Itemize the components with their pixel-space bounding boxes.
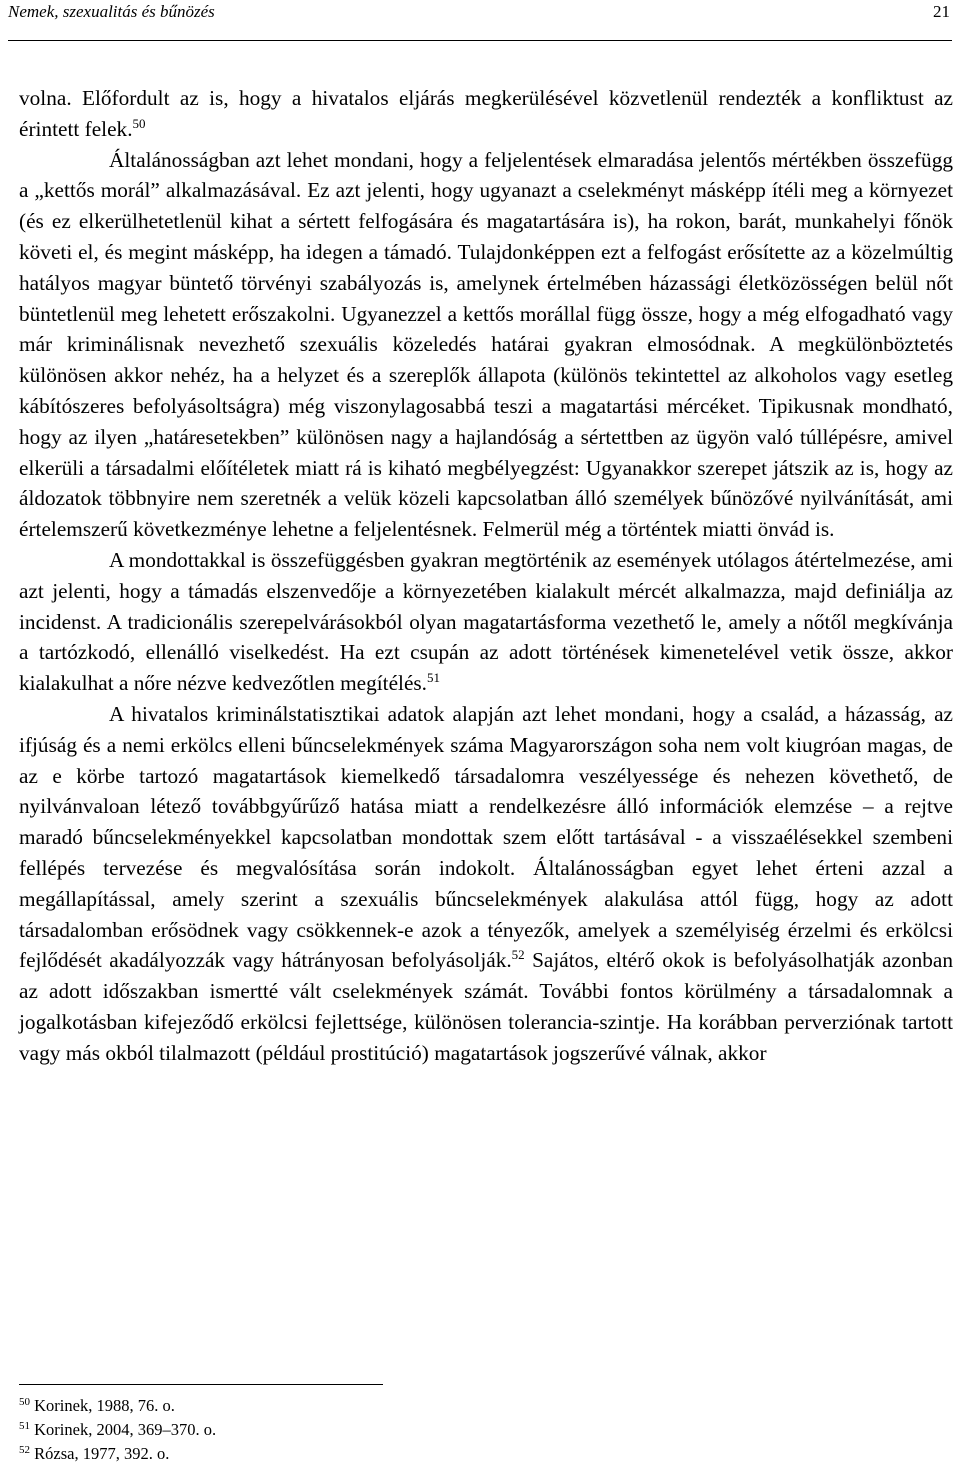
running-header bbox=[8, 0, 952, 41]
paragraph-text: A hivatalos kriminálstatisztikai adatok alapján azt lehet mondani, hogy a család, a házasság, az ifjúság és a nemi erkölcs elleni bűncselekmények száma Magyarországon soha nem volt kiugróan magas, de az e körbe tartozó magatartások kiemelkedő társadalomra veszélyessége és nehezen követhető, de nyilvánvaloan létező továbbgyűrűző hatása miatt a rendelkezésre álló információk elemzése – a rejtve maradó bűncselekményekkel kapcsolatban mondottak szem előtt tartásával - a visszaélésekkel szembeni fellépés tervezése és megvalósítása során indokolt. Általánosságban egyet lehet érteni azzal a megállapítással, amely szerint a szexuális bűncselekmények alakulása attól függ, hogy az adott társadalomban erősödnek vagy csökkennek-e azok a tényezők, amelyek a személyiség érzelmi és erkölcsi fejlődését akadályozzák vagy hátrányosan befolyásolják. bbox=[19, 701, 953, 973]
paragraph-text: A mondottakkal is összefüggésben gyakran megtörténik az események utólagos átértelmezése, ami azt jelenti, hogy a támadás elszenvedője a környezetében kialakult mércét alkalmazza, majd definiálja az incidenst. A tradicionális szerepelvárásokból olyan magatartásforma vezethető le, amely a nőtől megkívánja a tartózkodó, ellenálló viselkedést. Ha ezt csupán az adott történések kimenetelével vetik össze, akkor kialakulhat a nőre nézve kedvezőtlen megítélés. bbox=[19, 547, 953, 696]
footnote-separator bbox=[19, 1384, 383, 1385]
footnote bbox=[19, 1394, 216, 1418]
footnote bbox=[19, 1418, 216, 1442]
paragraph-text: Általánosságban azt lehet mondani, hogy a feljelentések elmaradása jelentős mértékben összefügg a „kettős morál” alkalmazásával. Ez azt jelenti, hogy ugyanazt a cselekményt másképp ítéli meg a környezet (és ez elkerülhetetlenül kihat a sértett felfogására és magatartására is), ha rokon, barát, munkahelyi főnök követi el, és megint másképp, ha idegen a támadó. Tulajdonképpen ezt a felfogást erősítette az a közelmúltig hatályos magyar büntető törvényi szabályozás is, amelynek értelmében házassági életközösségen belül nőt büntetlenül meg lehetett erőszakolni. Ugyanezzel a kettős morállal függ össze, hogy a még elfogadható vagy már kriminálisnak nevezhető szexuális közeledés határai gyakran elmosódnak. A megkülönböztetés különösen akkor nehéz, ha a helyzet és a szereplők állapota (különös tekintettel az alkoholos vagy esetleg kábítószeres befolyásoltságra) még viszonylagosabbá teszi a magatartási mércéket. Tipikusnak mondható, hogy az ilyen „határesetekben” különösen nagy a hajlandóság a sértettben az ügyön való túllépésre, amivel elkerüli a társadalmi előítéletek miatt rá is kiható megbélyegzést: Ugyanakkor szerepet játszik az is, hogy az áldozatok többnyire nem szeretnék a velük közeli kapcsolatban álló személyek bűnözővé nyilvánítását, ami értelemszerű következménye lehetne a feljelentésnek. Felmerül még a történtek miatti önvád is. bbox=[19, 147, 953, 542]
paragraph bbox=[19, 145, 953, 545]
footnote bbox=[19, 1442, 216, 1466]
footnote-reference: 51 bbox=[427, 670, 441, 686]
footnote-number: 52 bbox=[19, 1444, 30, 1456]
paragraph-text: Sajátos, eltérő okok is befolyásolhatják azonban az adott időszakban ismertté vált cselekmények számát. További fontos körülmény a társadalomnak a jogalkotásban kifejeződő erkölcsi fejlettsége, különösen tolerancia-szintje. Ha korábban perverziónak tartott vagy más okból tilalmazott (például prostitúció) magatartások jogszerűvé válnak, akkor bbox=[19, 948, 953, 1065]
paragraph-text: volna. Előfordult az is, hogy a hivatalos eljárás megkerülésével közvetlenül rendezték a konfliktust az érintett felek. bbox=[19, 86, 953, 141]
footnotes bbox=[19, 1394, 216, 1466]
footnote-reference: 52 bbox=[511, 947, 525, 963]
footnote-text: Rózsa, 1977, 392. o. bbox=[34, 1444, 170, 1463]
page-number: 21 bbox=[933, 2, 950, 21]
footnote-reference: 50 bbox=[132, 115, 146, 131]
footnote-number: 51 bbox=[19, 1420, 30, 1432]
running-header-title: Nemek, szexualitás és bűnözés bbox=[8, 2, 215, 21]
body-text bbox=[19, 83, 953, 1069]
paragraph bbox=[19, 545, 953, 699]
footnote-text: Korinek, 1988, 76. o. bbox=[34, 1396, 175, 1415]
paragraph bbox=[19, 699, 953, 1069]
footnote-text: Korinek, 2004, 369–370. o. bbox=[34, 1420, 217, 1439]
footnote-number: 50 bbox=[19, 1396, 30, 1408]
paragraph bbox=[19, 83, 953, 145]
